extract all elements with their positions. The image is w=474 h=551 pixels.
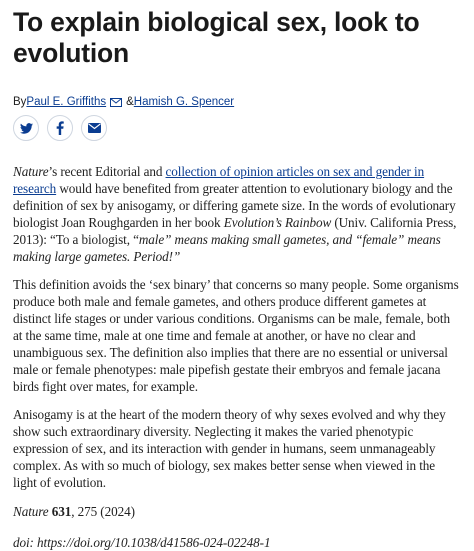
facebook-icon [56, 121, 64, 135]
share-facebook-button[interactable] [47, 115, 73, 141]
author-link-spencer[interactable]: Hamish G. Spencer [133, 96, 235, 108]
byline [13, 95, 461, 109]
citation: Nature 631, 275 (2024) [13, 504, 135, 519]
paragraph-2: This definition avoids the ‘sex binary’ that concerns so many people. Some organisms produce both male and female gametes, and others produce different gametes at distinct life stages or under various conditions. Organisms can be male, female, both at the same time, male at one time and female at another, or have no clear and unambiguous sex. The definition also implies that there are no essential or universal male or female phenotypes: male pipefish gestate their embryos and female jacana birds fight over mates, for example. [13, 277, 459, 394]
paragraph-1: Nature’s recent Editorial and collection of opinion articles on sex and gender in research would have benefited from greater attention to evolutionary biology and the definition of sex by anisogamy, or differing gamete size. In the words of evolutionary biologist Joan Roughgarden in her book Evolution’s Rainbow (Univ. California Press, 2013): “To a biologist, “male” means making small gametes, and “female” means making large gametes. Period!” [13, 164, 457, 264]
paragraph-3: Anisogamy is at the heart of the modern theory of why sexes evolved and why they show such extraordinary diversity. Neglecting it makes the varied phenotypic expression of sex, and its interaction with gender in humans, seem unmanageably complex. As with so much of biology, sex makes better sense when viewed in the light of evolution. [13, 407, 446, 490]
byline-ampersand: & [126, 96, 134, 108]
share-twitter-button[interactable] [13, 115, 39, 141]
journal-name: Nature [13, 164, 49, 179]
mail-icon[interactable] [110, 98, 122, 107]
share-buttons [13, 115, 461, 141]
collection-link[interactable]: collection of opinion articles on sex and gender in research [13, 164, 425, 196]
share-email-button[interactable] [81, 115, 107, 141]
author-link-griffiths[interactable]: Paul E. Griffiths [26, 96, 107, 108]
twitter-icon [20, 123, 33, 134]
article-body [13, 163, 461, 551]
article-title: To explain biological sex, look to evolution [13, 7, 420, 68]
doi-line[interactable]: doi: https://doi.org/10.1038/d41586-024-02248-1 [13, 535, 271, 550]
byline-by: By [13, 96, 27, 108]
book-title: Evolution’s Rainbow [223, 215, 332, 230]
email-icon [88, 123, 101, 133]
